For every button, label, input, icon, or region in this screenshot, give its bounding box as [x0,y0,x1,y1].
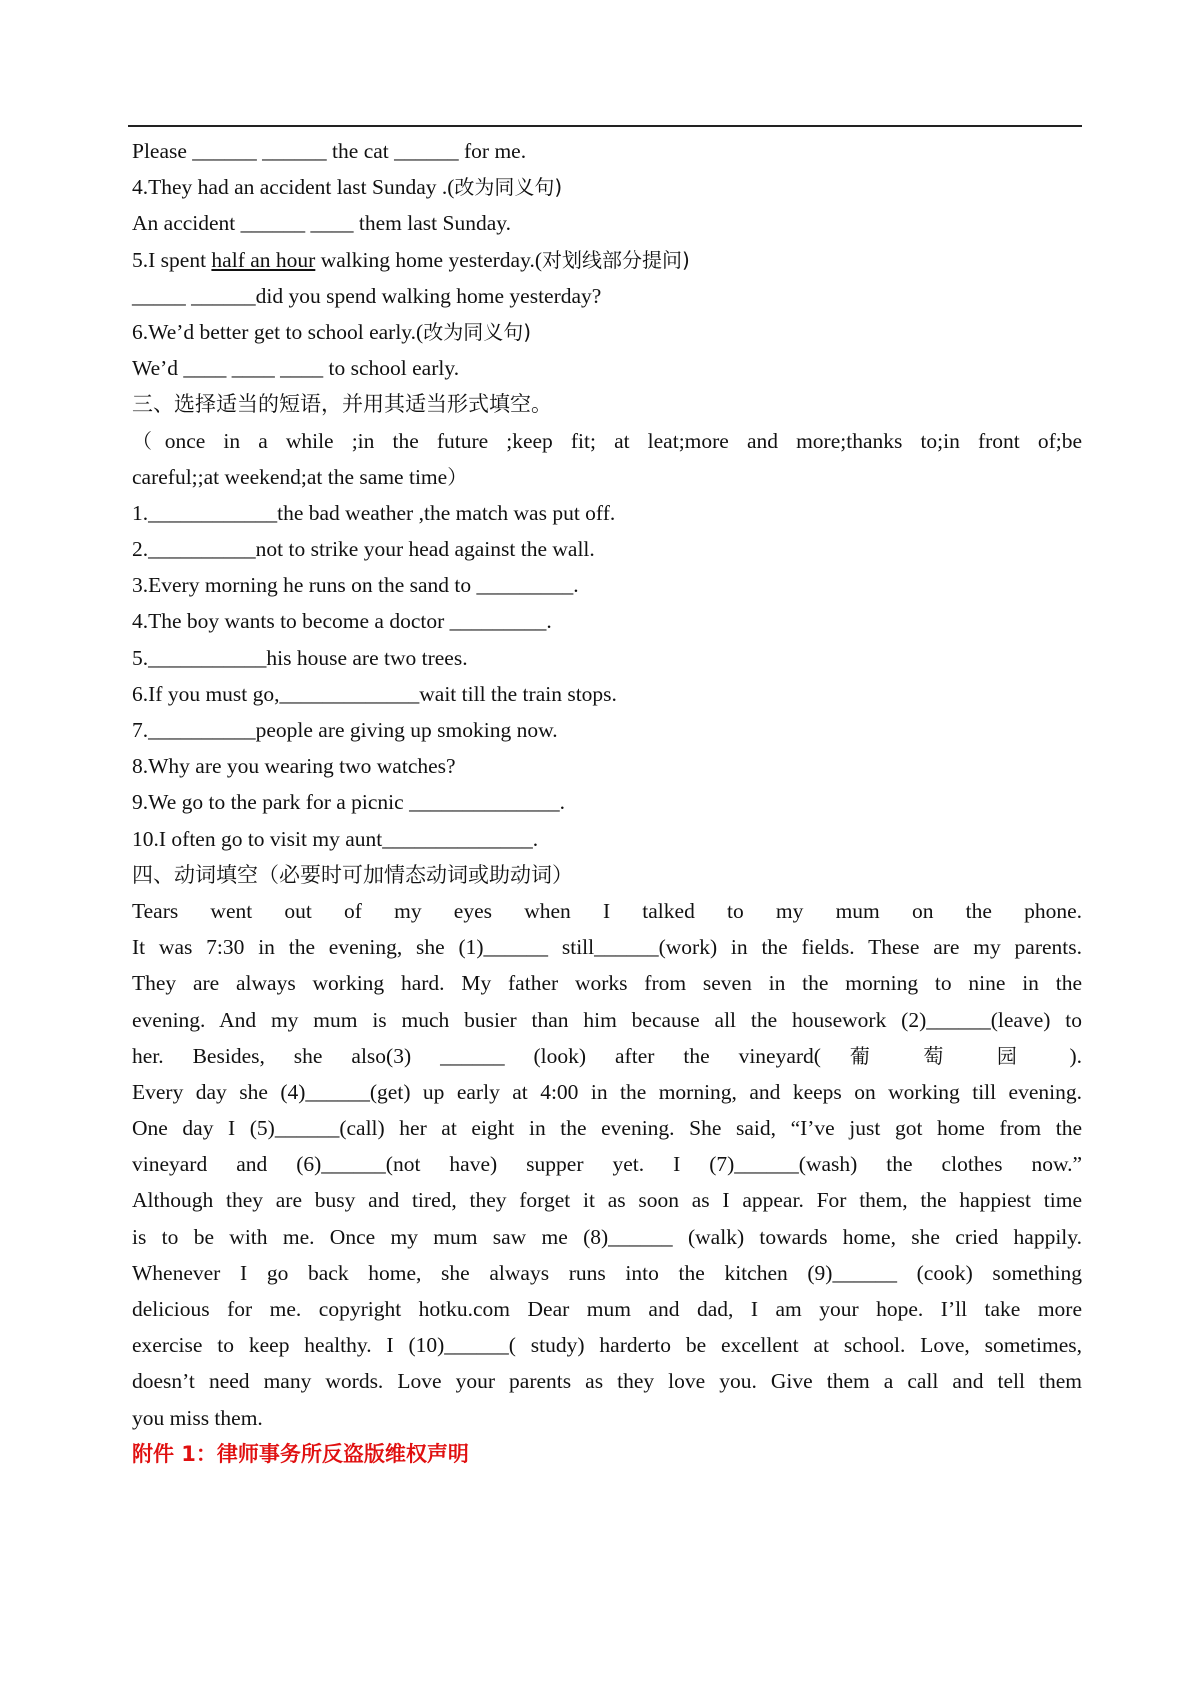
fill-item: 6.If you must go,_____________wait till the train stops. [132,681,617,706]
passage-line: evening. And my mum is much busier than him because all the housework (2)______(leave) to [132,1007,1082,1032]
fill-item: 3.Every morning he runs on the sand to _________. [132,573,579,598]
phrase-bank-text-1: once in a while ;in the future ;keep fit; at leat;more and more;thanks to;in front of;be [164,428,1083,453]
passage-line: Whenever I go back home, she always runs into the kitchen (9)______ (cook) something [132,1260,1082,1285]
fill-item: 1.____________the bad weather ,the match was put off. [132,500,616,525]
cloze-passage [132,893,1082,1436]
passage-line: Every day she (4)______(get) up early at 4:00 in the morning, and keeps on working till evening. [132,1079,1082,1104]
phrase-bank-text-2: careful;;at weekend;at the same time [132,464,448,489]
phrase-open-paren: （ [132,428,165,453]
passage-line-text: her. Besides, she also(3) ______ (look) after the vineyard( [132,1043,821,1068]
rewrite-line-3: An accident ______ ____ them last Sunday. [132,211,511,236]
rewrite-line-4 [132,242,1082,278]
fill-item: 10.I often go to visit my aunt______________. [132,826,539,851]
phrase-close-paren: ） [447,464,468,489]
rewrite-line-4-a: 5.I spent [132,247,207,272]
rewrite-line-1: Please ______ ______ the cat ______ for me. [132,139,527,163]
rewrite-line-2-en: 4.They had an accident last Sunday .( [132,175,455,200]
passage-line: It was 7:30 in the evening, she (1)______ still______(work) in the fields. These are my parents. [132,935,1082,960]
rewrite-line-6-cn: 改为同义句) [423,319,532,344]
passage-line: One day I (5)______(call) her at eight in the evening. She said, “I’ve just got home from the [132,1116,1082,1141]
underlined-phrase: half an hour [211,247,316,272]
passage-line: Although they are busy and tired, they forget it as soon as I appear. For them, the happiest time [132,1188,1082,1213]
section-3-heading: 三、选择适当的短语，并用其适当形式填空。 [132,392,552,417]
fill-item: 8.Why are you wearing two watches? [132,754,456,779]
phrase-bank [132,423,1082,495]
worksheet-content [132,133,1082,1472]
passage-line: vineyard and (6)______(not have) supper yet. I (7)______(wash) the clothes now.” [132,1152,1082,1177]
fill-item: 4.The boy wants to become a doctor _________. [132,609,552,634]
fill-item: 2.__________not to strike your head against the wall. [132,537,595,562]
rewrite-line-2 [132,169,1082,205]
phrase-bank-line-2 [132,459,1082,495]
fill-item: 5.___________his house are two trees. [132,645,468,670]
header-rule [128,125,1082,127]
vineyard-chinese: 葡 萄 园 [849,1043,1041,1068]
rewrite-line-6-en: 6.We’d better get to school early.( [132,319,424,344]
section-4-heading: 四、动词填空（必要时可加情态动词或助动词） [132,862,573,887]
passage-line: delicious for me. copyright hotku.com Dear mum and dad, I am your hope. I’ll take more [132,1297,1082,1321]
rewrite-line-4-cn: 对划线部分提问) [542,247,690,272]
passage-line: you miss them. [132,1405,263,1430]
passage-line: doesn’t need many words. Love your parents as they love you. Give them a call and tell them [132,1369,1082,1394]
rewrite-line-6 [132,314,1082,350]
passage-line: They are always working hard. My father works from seven in the morning to nine in the [132,971,1082,996]
anti-piracy-notice[interactable]: 附件 1：律师事务所反盗版维权声明 [132,1441,469,1466]
passage-line: Tears went out of my eyes when I talked to my mum on the phone. [132,898,1082,923]
passage-line-vineyard [132,1038,1082,1074]
rewrite-line-7: We’d ____ ____ ____ to school early. [132,356,460,381]
rewrite-line-2-cn: 改为同义句) [454,175,563,200]
rewrite-line-5: _____ ______did you spend walking home yesterday? [132,283,602,308]
fill-item: 9.We go to the park for a picnic ______________. [132,790,565,815]
passage-line: exercise to keep healthy. I (10)______( study) harderto be excellent at school. Love, sometimes, [132,1333,1082,1358]
vineyard-close: ). [1069,1043,1083,1068]
rewrite-line-4-b: walking home yesterday.( [320,247,542,272]
passage-line: is to be with me. Once my mum saw me (8)______ (walk) towards home, she cried happily. [132,1224,1082,1249]
phrase-bank-line-1 [132,423,1082,459]
fill-item: 7.__________people are giving up smoking now. [132,718,558,742]
